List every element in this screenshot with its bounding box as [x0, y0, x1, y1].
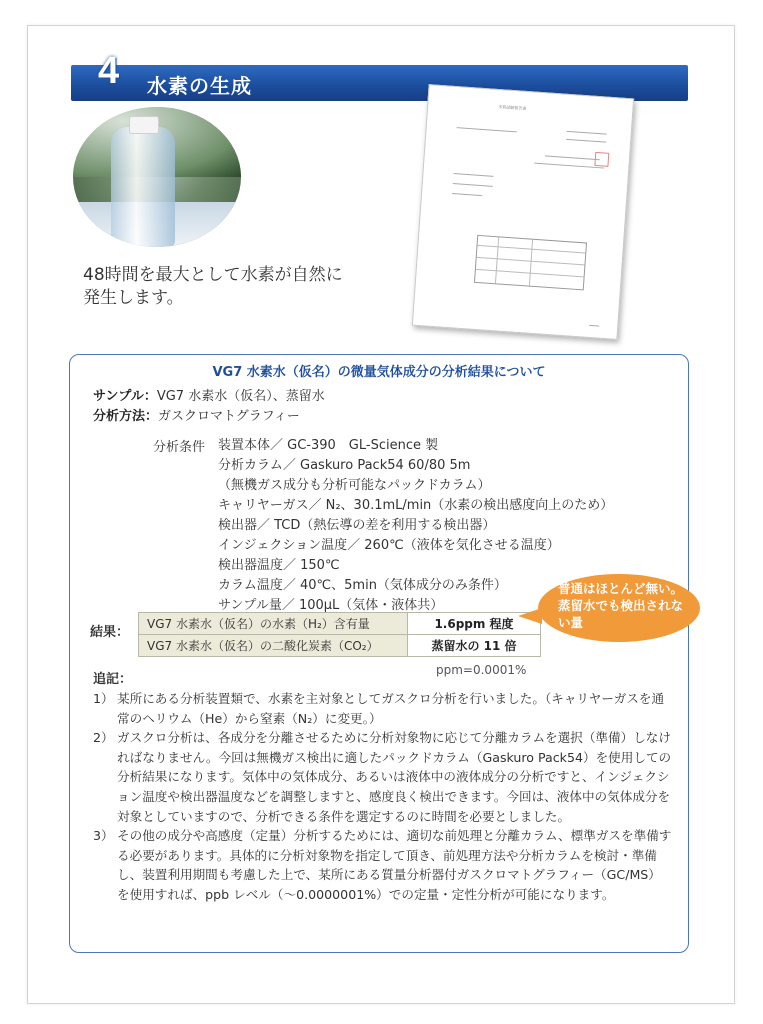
intro-line-2: 発生します。 [83, 288, 184, 308]
note-number: 3） [93, 828, 114, 844]
sample-row [93, 388, 325, 406]
list-item [93, 689, 673, 728]
condition-line: 装置本体／ GC-390 GL-Science 製 [218, 438, 439, 453]
method-value: ガスクロマトグラフィー [158, 409, 300, 424]
result-item: VG7 水素水（仮名）の水素（H₂）含有量 [139, 613, 408, 635]
intro-line-1: 48時間を最大として水素が自然に [83, 265, 343, 285]
result-value: 1.6ppm 程度 [408, 613, 541, 635]
section-title: 水素の生成 [147, 74, 252, 98]
analysis-box-title: VG7 水素水（仮名）の微量気体成分の分析結果について [212, 365, 546, 380]
test-report-document-image [412, 84, 634, 340]
sample-label: サンプル： [93, 389, 157, 404]
list-item [93, 826, 673, 904]
sample-value: VG7 水素水（仮名）、蒸留水 [156, 389, 325, 404]
condition-line: サンプル量／ 100μL（気体・液体共） [218, 598, 444, 613]
ppm-note: ppm=0.0001% [436, 663, 527, 677]
condition-line: 検出器温度／ 150℃ [218, 558, 340, 573]
condition-line: カラム温度／ 40℃、5min（気体成分のみ条件） [218, 578, 507, 593]
notes-list [93, 689, 673, 905]
result-value: 蒸留水の 11 倍 [408, 635, 541, 657]
note-text: その他の成分や高感度（定量）分析するためには、適切な前処理と分離カラム、標準ガスを準備する必要があります。具体的に分析対象物を指定して頂き、前処理方法や分析カラムを検討・準備し、装置利用期間も考慮した上で、某所にある質量分析器付ガスクロマトグラフィー（GC/MS）を使用すれば、ppb レベル（～0.0000001%）での定量・定性分析が可能になります。 [117, 828, 672, 902]
section-number: 4 [98, 50, 120, 92]
condition-line: 分析カラム／ Gaskuro Pack54 60/80 5m [218, 458, 471, 473]
list-item [93, 728, 673, 826]
note-text: ガスクロ分析は、各成分を分離させるために分析対象物に応じて分離カラムを選択（準備）しなければなりません。今回は無機ガス検出に適したパックドカラム（Gaskuro Pack54）を使用しての分析結果になります。気体中の気体成分、あるいは液体中の液体成分の分析ですと、インジェクション温度や検出器温度などを調整しますと、感度良く検出できます。今回は、液体中の気体成分を対象としていますので、分析できる条件を選定するのに時間を必要としました。 [117, 730, 672, 824]
result-item: VG7 水素水（仮名）の二酸化炭素（CO₂） [139, 635, 408, 657]
note-number: 2） [93, 730, 114, 746]
notes-label: 追記： [93, 672, 133, 687]
condition-line: （無機ガス成分も分析可能なパックドカラム） [218, 478, 491, 493]
condition-line: キャリヤーガス／ N₂、30.1mL/min（水素の検出感度向上のため） [218, 498, 614, 513]
condition-line: インジェクション温度／ 260℃（液体を気化させる温度） [218, 538, 560, 553]
note-text: 某所にある分析装置類で、水素を主対象としてガスクロ分析を行いました。（キャリヤーガスを通常のヘリウム（He）から窒素（N₂）に変更。） [117, 691, 665, 726]
method-label: 分析方法： [93, 409, 159, 424]
table-row [139, 613, 541, 635]
certificate-title: 水質試験報告書 [498, 104, 527, 111]
condition-line: 検出器／ TCD（熱伝導の差を利用する検出器） [218, 518, 496, 533]
water-bottle-photo [73, 107, 241, 247]
callout-text: 普通はほとんど無い。蒸留水でも検出されない量 [558, 581, 684, 630]
result-table [138, 612, 541, 657]
method-row [93, 408, 300, 426]
conditions-label: 分析条件 [153, 440, 206, 455]
intro-text [83, 264, 343, 310]
table-row [139, 635, 541, 657]
note-number: 1） [93, 691, 114, 706]
result-label: 結果： [90, 625, 130, 640]
